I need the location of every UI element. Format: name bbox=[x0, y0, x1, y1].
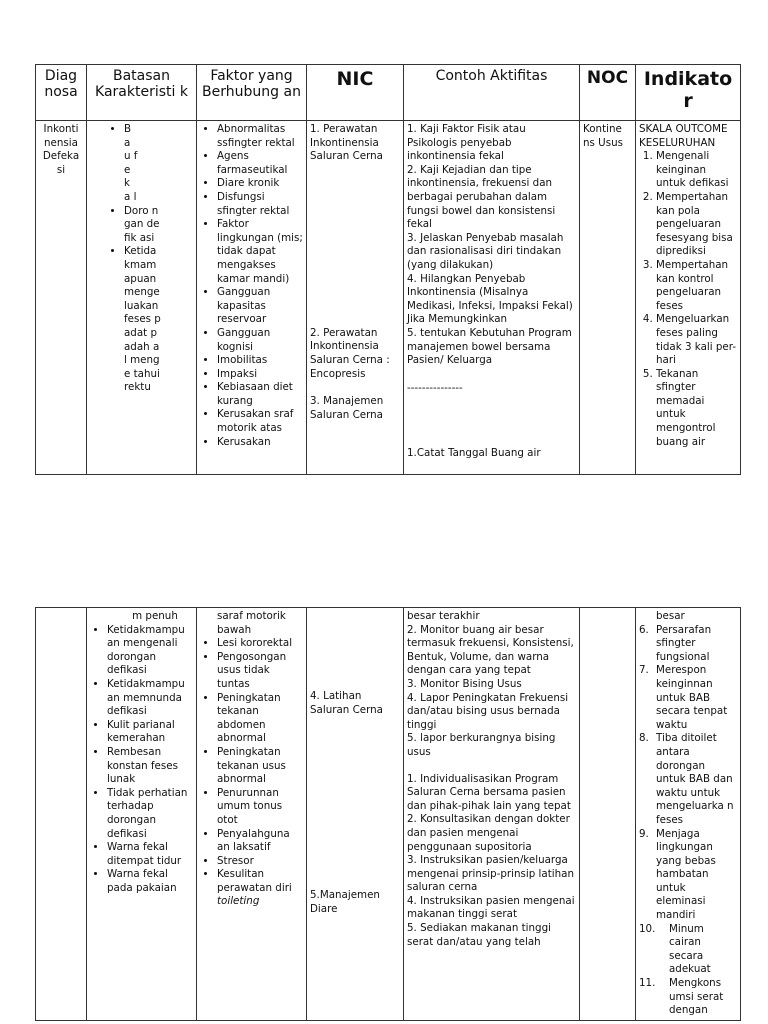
list-item: • Lesi kororektal bbox=[217, 637, 303, 651]
list-item: • Kebiasaan diet kurang bbox=[217, 381, 303, 408]
faktor-cell bbox=[197, 121, 307, 475]
list-item: • Imobilitas bbox=[217, 354, 303, 368]
table-page-1 bbox=[35, 64, 741, 475]
list-item: • Rembesan konstan feses lunak bbox=[107, 746, 193, 787]
contoh-item: 5. Sediakan makanan tinggi serat dan/atau yang telah bbox=[407, 922, 551, 948]
header-faktor: Faktor yang Berhubung an bbox=[197, 65, 307, 121]
list-text: Tiba ditoilet antara dorongan untuk BAB dan waktu untuk mengeluarka n feses bbox=[656, 732, 734, 826]
contoh-item: 3. Jelaskan Penyebab masalah dan rasionalisasi diri tindakan (yang dilakukan) bbox=[407, 231, 564, 271]
list-item: • Warna fekal pada pakaian bbox=[107, 868, 193, 895]
nic-item: 2. Perawatan Inkontinensia Saluran Cerna : Encopresis bbox=[310, 326, 390, 380]
faktor-continued: saraf motorik bawah bbox=[217, 610, 286, 636]
list-item: 1. Mengenali keinginan untuk defikasi bbox=[656, 150, 737, 191]
faktor-last: Kesulitan perawatan diri bbox=[217, 868, 292, 894]
list-item: • Faktor lingkungan (mis; tidak dapat mengakses kamar mandi) bbox=[217, 218, 303, 286]
list-item: • Gangguan kognisi bbox=[217, 327, 303, 354]
body-row bbox=[36, 608, 741, 1021]
list-text: Mengkons umsi serat dengan bbox=[669, 977, 724, 1017]
list-item: • Diare kronik bbox=[217, 177, 303, 191]
nic-item: 5.Manajemen Diare bbox=[310, 889, 380, 915]
list-item bbox=[639, 828, 737, 923]
indikator-title: SKALA OUTCOME KESELURUHAN bbox=[639, 123, 728, 149]
faktor-cell bbox=[197, 608, 307, 1021]
indikator-continued: besar bbox=[656, 610, 685, 622]
list-number: 11. bbox=[639, 977, 656, 990]
list-item: • Peningkatan tekanan abdomen abnormal bbox=[217, 692, 303, 746]
list-item: • Kerusakan sraf motorik atas bbox=[217, 408, 303, 435]
contoh-item: 3. Instruksikan pasien/keluarga mengenai prinsip-prinsip latihan saluran cerna bbox=[407, 854, 574, 894]
header-batasan: Batasan Karakteristi k bbox=[87, 65, 197, 121]
list-item: • Warna fekal ditempat tidur bbox=[107, 841, 193, 868]
list-item: • Stresor bbox=[217, 855, 303, 869]
list-item: • Agens farmaseutikal bbox=[217, 150, 303, 177]
contoh-cell bbox=[404, 608, 580, 1021]
list-number: 9. bbox=[639, 827, 649, 840]
list-item: 2. Mempertahan kan pola pengeluaran fesesyang bisa diprediksi bbox=[656, 191, 737, 259]
contoh-item: 4. Hilangkan Penyebab Inkontinensia (Misalnya Medikasi, Infeksi, Impaksi Fekal) Jika Memungkinkan bbox=[407, 272, 573, 326]
list-item bbox=[639, 923, 737, 977]
list-item bbox=[217, 868, 303, 909]
contoh-item: 5. lapor berkurangnya bising usus bbox=[407, 732, 556, 758]
list-number: 7. bbox=[639, 664, 649, 677]
list-number: 6. bbox=[639, 623, 649, 636]
list-item bbox=[639, 732, 737, 827]
faktor-italic: toileting bbox=[217, 895, 260, 908]
list-text: Minum cairan secara adekuat bbox=[669, 922, 711, 976]
batasan-continued: m penuh bbox=[132, 610, 178, 622]
list-item: • Kerusakan bbox=[217, 436, 303, 450]
list-item: • Penurunnan umum tonus otot bbox=[217, 787, 303, 828]
header-contoh: Contoh Aktifitas bbox=[404, 65, 580, 121]
body-row bbox=[36, 121, 741, 475]
nic-item: 4. Latihan Saluran Cerna bbox=[310, 690, 383, 716]
list-item: • Peningkatan tekanan usus abnormal bbox=[217, 746, 303, 787]
list-item bbox=[639, 664, 737, 732]
contoh-item: 1.Catat Tanggal Buang air bbox=[407, 447, 541, 460]
list-item: • Kulit parianal kemerahan bbox=[107, 719, 193, 746]
list-item: • B a u f e k a l bbox=[124, 123, 138, 205]
list-item: • Ketidakmampu an memnunda defikasi bbox=[107, 678, 193, 719]
diagnosa-cell bbox=[36, 608, 87, 1021]
contoh-item: 2. Monitor buang air besar termasuk frekuensi, Konsistensi, Bentuk, Volume, dan warna dengan cara yang tepat bbox=[407, 623, 574, 677]
nic-cell bbox=[307, 608, 404, 1021]
separator: --------------- bbox=[407, 381, 463, 394]
list-item: • Ketidakmampu an mengenali dorongan defikasi bbox=[107, 624, 193, 678]
list-item: 3. Mempertahan kan kontrol pengeluaran feses bbox=[656, 259, 737, 313]
contoh-item: 3. Monitor Bising Usus bbox=[407, 677, 522, 690]
contoh-item: 5. tentukan Kebutuhan Program manajemen bowel bersama Pasien/ Keluarga bbox=[407, 326, 572, 367]
list-text: Merespon keinginnan untuk BAB secara tenpat waktu bbox=[656, 664, 728, 731]
nic-cell bbox=[307, 121, 404, 475]
indikator-cell bbox=[636, 121, 741, 475]
contoh-item: 4. Instruksikan pasien mengenai makanan tinggi serat bbox=[407, 894, 575, 921]
list-item: 5. Tekanan sfingter memadai untuk mengontrol buang air bbox=[656, 368, 737, 450]
list-text: Persarafan sfingter fungsional bbox=[656, 623, 712, 663]
nic-item: 3. Manajemen Saluran Cerna bbox=[310, 395, 384, 421]
contoh-item: besar terakhir bbox=[407, 610, 480, 622]
contoh-cell bbox=[404, 121, 580, 475]
header-nic: NIC bbox=[307, 65, 404, 121]
list-number: 10. bbox=[639, 922, 656, 935]
list-item: • Pengosongan usus tidak tuntas bbox=[217, 651, 303, 692]
contoh-item: 2. Kaji Kejadian dan tipe inkontinensia, frekuensi dan berbagai perubahan dalam fungsi bowel dan konsistensi fekal bbox=[407, 163, 556, 231]
list-item: • Doro ngan defik asi bbox=[124, 205, 162, 246]
list-item bbox=[639, 977, 737, 1018]
list-item: • Impaksi bbox=[217, 368, 303, 382]
noc-cell bbox=[580, 608, 636, 1021]
list-item: • Tidak perhatian terhadap dorongan defikasi bbox=[107, 787, 193, 841]
contoh-item: 1. Individualisasikan Program Saluran Cerna bersama pasien dan pihak-pihak lain yang tepat bbox=[407, 772, 571, 812]
header-indikator: Indikato r bbox=[636, 65, 741, 121]
list-item: • Penyalahguna an laksatif bbox=[217, 828, 303, 855]
header-noc: NOC bbox=[580, 65, 636, 121]
header-row bbox=[36, 65, 741, 121]
list-item: • Disfungsi sfingter rektal bbox=[217, 191, 303, 218]
indikator-cell bbox=[636, 608, 741, 1021]
contoh-item: 4. Lapor Peningkatan Frekuensi dan/atau bising usus bernada tinggi bbox=[407, 691, 569, 731]
header-diagnosa: Diag nosa bbox=[36, 65, 87, 121]
batasan-cell bbox=[87, 121, 197, 475]
list-number: 8. bbox=[639, 732, 649, 745]
nic-item: 1. Perawatan Inkontinensia Saluran Cerna bbox=[310, 123, 383, 163]
table-page-2 bbox=[35, 607, 741, 1021]
list-item bbox=[639, 624, 737, 665]
list-item: • Gangguan kapasitas reservoar bbox=[217, 286, 303, 327]
noc-cell: Kontine ns Usus bbox=[580, 121, 636, 475]
list-item: • Abnormalitas ssfingter rektal bbox=[217, 123, 303, 150]
list-item: 4. Mengeluarkan feses paling tidak 3 kali per-hari bbox=[656, 313, 737, 367]
contoh-item: 2. Konsultasikan dengan dokter dan pasien mengenai penggunaan supositoria bbox=[407, 813, 570, 853]
diagnosa-cell: Inkonti nensia Defeka si bbox=[36, 121, 87, 475]
indikator-list bbox=[639, 624, 737, 1018]
batasan-cell bbox=[87, 608, 197, 1021]
contoh-item: 1. Kaji Faktor Fisik atau Psikologis penyebab inkontinensia fekal bbox=[407, 123, 526, 163]
list-item: • Ketida kmam apuan menge luakan feses padat padah al menge tahui rektu bbox=[124, 245, 162, 395]
list-text: Menjaga lingkungan yang bebas hambatan untuk eleminasi mandiri bbox=[656, 827, 716, 922]
